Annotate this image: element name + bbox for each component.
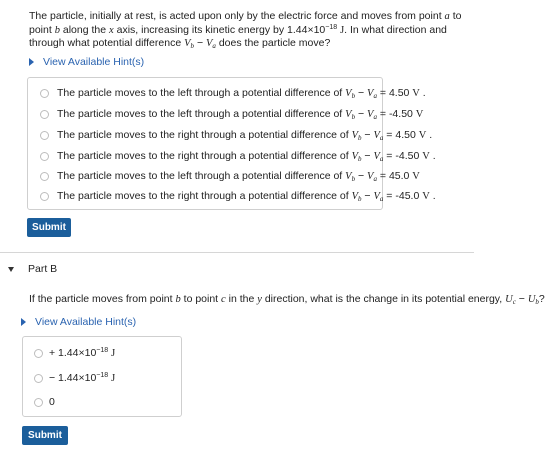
y-direction-var: y — [257, 294, 262, 305]
option-punct: . — [429, 190, 436, 202]
option-label — [49, 396, 55, 408]
radio-button[interactable] — [40, 131, 49, 140]
option-text: The particle moves to the right through a potential difference of — [57, 150, 349, 162]
va-symbol: $V_a$ — [373, 151, 384, 163]
option-value: 4.50 — [388, 87, 410, 99]
option-unit: J — [111, 373, 116, 384]
option-label: The particle moves to the right through a potential difference of $V_b - V_a = -45.0$ V . — [57, 190, 436, 203]
uc-subscript: c — [512, 298, 516, 306]
minus-sign: − — [196, 37, 204, 49]
hint-label: View Available Hint(s) — [43, 56, 145, 68]
caret-right-icon — [29, 58, 34, 66]
option-value: -45.0 — [395, 190, 420, 202]
q-text: If the particle moves from point — [29, 293, 173, 305]
part-b-submit-button[interactable]: Submit — [22, 426, 68, 445]
radio-button[interactable] — [40, 89, 49, 98]
option-minus[interactable] — [23, 369, 181, 387]
option-punct: . — [426, 129, 433, 141]
option-text: The particle moves to the right through a potential difference of — [57, 190, 349, 202]
vb-symbol: $V_b$ — [351, 151, 362, 163]
vb-symbol: V — [184, 38, 191, 49]
option-text: The particle moves to the left through a potential difference of — [57, 108, 343, 120]
option-punct: . — [419, 87, 426, 99]
part-b-options-box — [22, 336, 182, 417]
part-b-hint-toggle[interactable] — [21, 316, 136, 328]
vb-symbol: $V_b$ — [345, 171, 356, 183]
caret-right-icon — [21, 318, 26, 326]
option-label — [49, 347, 115, 359]
option-label: The particle moves to the right through a potential difference of $V_b - V_a = 4.50$ V . — [57, 129, 433, 142]
option-label: The particle moves to the left through a potential difference of $V_b - V_a = 4.50$ V . — [57, 87, 426, 100]
option-1[interactable] — [28, 105, 424, 123]
radio-button[interactable] — [34, 349, 43, 358]
option-text: The particle moves to the left through a potential difference of — [57, 87, 343, 99]
option-unit: V — [422, 151, 430, 162]
option-2[interactable] — [28, 126, 433, 144]
option-label: The particle moves to the left through a potential difference of $V_b - V_a = 45.0$ V — [57, 170, 420, 183]
va-symbol: $V_a$ — [373, 130, 384, 142]
option-unit: V — [412, 88, 420, 99]
va-symbol: $V_a$ — [367, 171, 377, 183]
option-5[interactable] — [28, 187, 436, 205]
option-value: -4.50 — [388, 108, 413, 120]
q-text: to point — [183, 293, 219, 305]
va-symbol: $V_a$ — [373, 191, 384, 203]
caret-down-icon — [8, 267, 14, 272]
option-4[interactable] — [28, 167, 420, 185]
hint-label: View Available Hint(s) — [35, 316, 137, 328]
exponent: −18 — [96, 372, 109, 379]
point-c: c — [221, 294, 226, 305]
q-text: direction, what is the change in its potential energy, — [264, 293, 503, 305]
part-a-options-box — [27, 77, 436, 210]
uc-symbol: U — [505, 294, 513, 305]
part-a-question — [29, 10, 469, 51]
q-text: The particle, initially at rest, is acted upon only by the electric force and moves from point — [29, 10, 442, 22]
option-value: 0 — [49, 396, 55, 408]
option-unit: V — [412, 171, 420, 182]
option-plus[interactable] — [23, 344, 181, 362]
radio-button[interactable] — [40, 192, 49, 201]
radio-button[interactable] — [34, 398, 43, 407]
point-a: a — [444, 11, 450, 22]
va-symbol: $V_a$ — [367, 109, 377, 121]
part-b-question — [29, 293, 545, 306]
option-label — [49, 372, 115, 384]
option-label: The particle moves to the right through a potential difference of $V_b - V_a = -4.50$ V . — [57, 150, 436, 163]
point-b: b — [175, 294, 181, 305]
q-text: to point — [29, 10, 462, 36]
option-value: 45.0 — [388, 170, 410, 182]
minus-sign: − — [518, 293, 525, 305]
vb-symbol: $V_b$ — [351, 130, 362, 142]
va-symbol: $V_a$ — [367, 88, 377, 100]
vb-symbol: $V_b$ — [351, 191, 362, 203]
option-label: The particle moves to the left through a potential difference of $V_b - V_a = -4.50$ V — [57, 108, 424, 121]
unit-joule: J — [340, 24, 345, 36]
x-axis-var: x — [109, 24, 114, 36]
point-b: b — [54, 24, 60, 36]
part-a-submit-button[interactable]: Submit — [27, 218, 71, 237]
option-unit: V — [415, 109, 424, 120]
va-symbol: V — [206, 38, 213, 49]
option-punct: . — [429, 150, 436, 162]
q-text: . In what direction and through what potential difference — [29, 23, 447, 49]
option-unit: V — [422, 191, 430, 202]
q-text: axis, increasing its kinetic energy by 1.44×10 — [116, 23, 326, 36]
vb-symbol: $V_b$ — [345, 88, 356, 100]
q-text: along the — [62, 23, 107, 36]
part-a-hint-toggle[interactable] — [29, 56, 144, 68]
vb-symbol: $V_b$ — [345, 109, 356, 121]
q-text: in the — [228, 293, 255, 305]
radio-button[interactable] — [40, 172, 49, 181]
exponent: −18 — [96, 347, 109, 354]
section-divider — [0, 252, 474, 253]
option-unit: V — [418, 130, 427, 141]
option-3[interactable] — [28, 147, 436, 165]
part-b-title: Part B — [28, 263, 58, 275]
exponent: −18 — [325, 23, 338, 31]
radio-button[interactable] — [40, 110, 49, 119]
option-unit: J — [111, 348, 116, 359]
va-subscript: a — [212, 42, 216, 50]
option-value: − 1.44×10 — [49, 372, 97, 384]
ub-symbol: U — [527, 294, 536, 305]
q-text: does the particle move? — [218, 37, 331, 49]
option-text: The particle moves to the right through a potential difference of — [57, 129, 349, 141]
ub-subscript: b — [535, 298, 539, 306]
option-value: -4.50 — [395, 150, 420, 162]
option-0[interactable] — [28, 84, 426, 102]
radio-button[interactable] — [34, 374, 43, 383]
vb-subscript: b — [190, 42, 195, 50]
option-text: The particle moves to the left through a potential difference of — [57, 170, 343, 182]
part-b-header[interactable] — [8, 263, 57, 275]
option-value: 4.50 — [395, 129, 416, 141]
option-value: + 1.44×10 — [49, 347, 97, 359]
option-zero[interactable] — [23, 393, 181, 411]
radio-button[interactable] — [40, 152, 49, 161]
q-mark: ? — [538, 293, 545, 305]
